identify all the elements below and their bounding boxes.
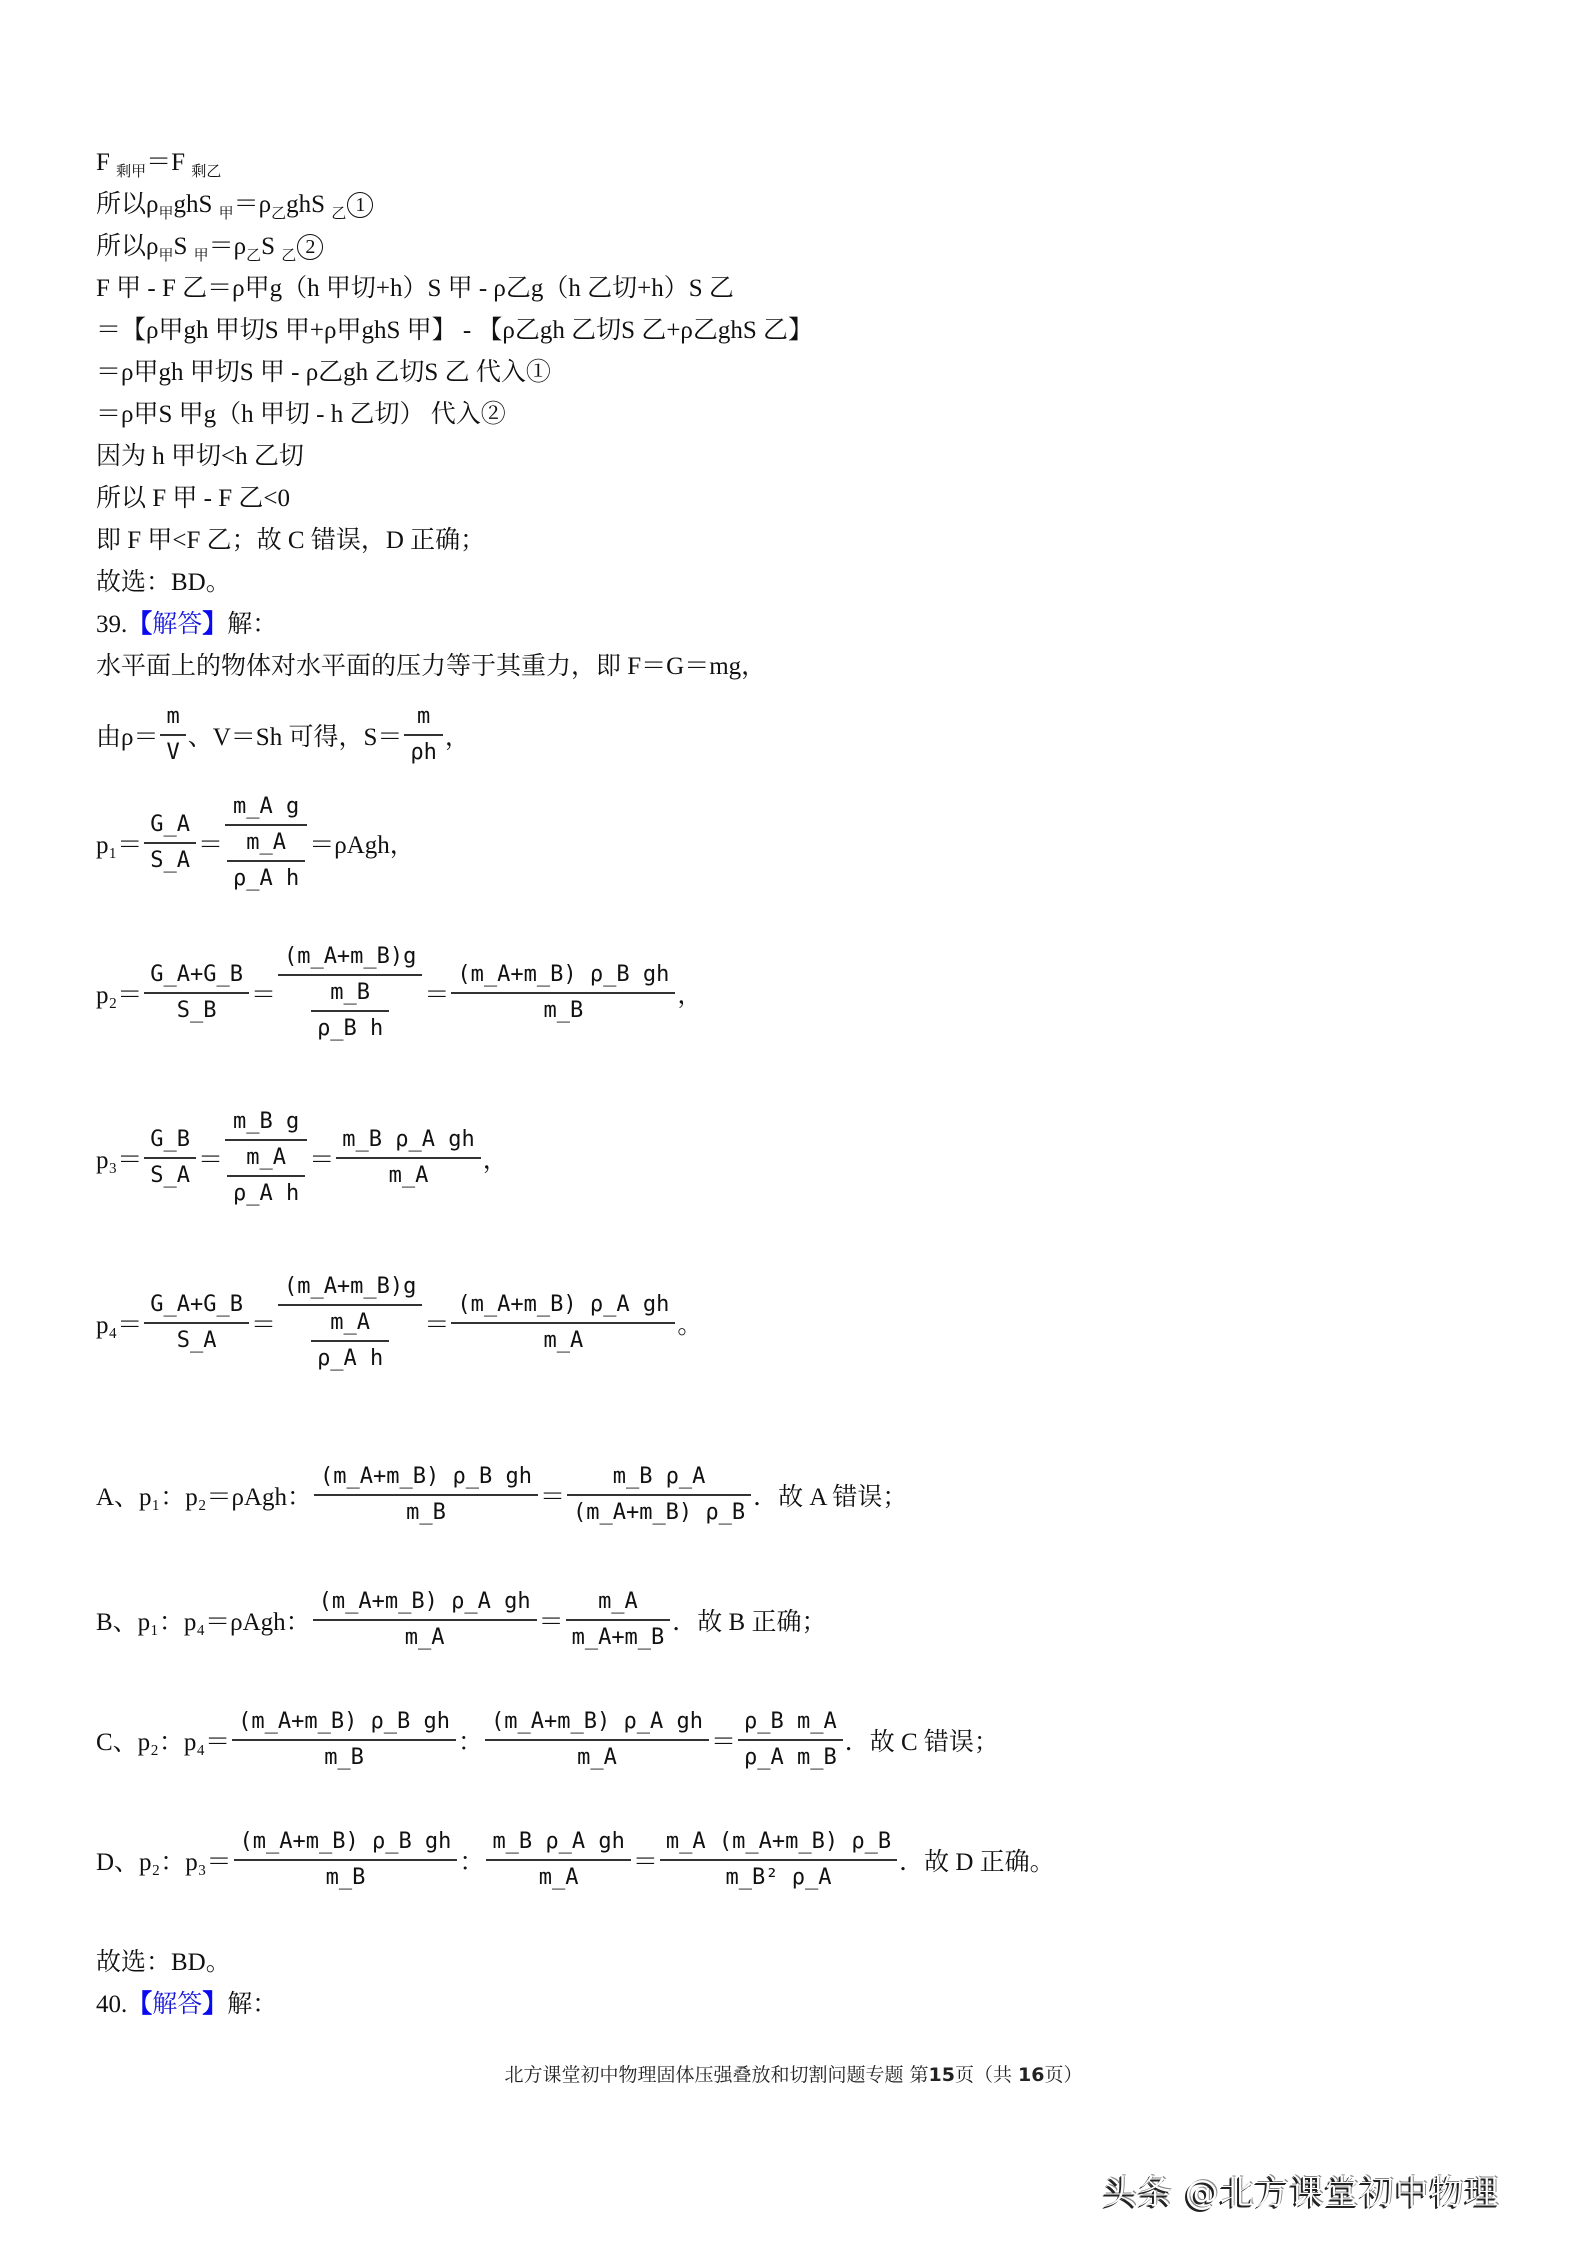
p1-formula — [96, 790, 415, 896]
denominator: m_A — [577, 1745, 617, 1770]
text: ， — [444, 724, 470, 751]
denominator: S_A — [176, 1328, 217, 1353]
denominator: m_A+m_B — [571, 1625, 665, 1650]
numerator: (m_A+m_B) ρ_A gh — [491, 1709, 703, 1734]
denominator: ρ_B h — [317, 1016, 384, 1041]
solution-label: 解： — [227, 1991, 278, 2018]
numerator: m_A — [598, 1589, 638, 1614]
numerator: m_A — [330, 1310, 371, 1335]
solution-label: 解： — [227, 611, 278, 638]
text: ， — [482, 1147, 508, 1174]
text: S — [173, 233, 194, 260]
subscript: 甲 — [158, 206, 174, 222]
numerator: m — [416, 704, 431, 729]
text: p₃＝ — [96, 1147, 143, 1174]
equals: ＝ — [710, 1729, 736, 1756]
denominator: V — [166, 740, 180, 765]
answer-line-38: 故选：BD。 — [96, 569, 231, 596]
denominator: S_B — [176, 998, 217, 1023]
equals: ＝ — [539, 1484, 565, 1511]
subscript: 乙 — [271, 206, 287, 222]
option-c — [96, 1705, 999, 1775]
p3-formula — [96, 1105, 508, 1211]
option-label: C、p₂：p₄＝ — [96, 1729, 231, 1756]
denominator: ρ_A m_B — [743, 1745, 837, 1770]
denominator: m_B — [324, 1745, 364, 1770]
equals: ＝ — [538, 1609, 564, 1636]
numerator: (m_A+m_B) ρ_A gh — [457, 1292, 670, 1317]
numerator: m_B ρ_A gh — [492, 1829, 625, 1854]
p2-formula — [96, 940, 702, 1046]
numerator: G_A+G_B — [150, 1292, 243, 1317]
footer-title: 北方课堂初中物理固体压强叠放和切割问题专题 — [504, 2064, 904, 2086]
text: p₁＝ — [96, 832, 143, 859]
fraction — [566, 1585, 671, 1655]
circled-number-2: 2 — [297, 234, 323, 260]
subscript: 甲 — [193, 248, 209, 264]
denominator: S_A — [150, 848, 190, 873]
problem-39-header — [96, 610, 277, 640]
equals: ＝ — [197, 1147, 223, 1174]
option-label: A、p₁：p₂＝ρAgh： — [96, 1484, 313, 1511]
denominator: ρh — [410, 740, 437, 765]
total-pages: 16 — [1018, 2064, 1045, 2086]
text: ＝ρ — [233, 191, 272, 218]
numerator: m_B g — [232, 1109, 300, 1134]
compound-fraction — [225, 790, 307, 896]
option-label: B、p₁：p₄＝ρAgh： — [96, 1609, 311, 1636]
problem-number: 39. — [96, 611, 128, 638]
option-b — [96, 1585, 826, 1655]
equals: ＝ — [250, 1312, 276, 1339]
derivation-line-9: 所以 F 甲 - F 乙<0 — [96, 485, 290, 512]
compound-fraction — [225, 1105, 307, 1211]
problem-39-intro: 水平面上的物体对水平面的压力等于其重力，即 F＝G＝mg， — [96, 653, 767, 680]
derivation-line-5: ＝【ρ甲gh 甲切S 甲+ρ甲ghS 甲】 - 【ρ乙gh 乙切S 乙+ρ乙ghS 乙】 — [96, 317, 814, 344]
fraction — [144, 958, 249, 1028]
answer-tag-bracket: 【 — [127, 611, 153, 638]
derivation-line-10: 即 F 甲<F 乙；故 C 错误，D 正确； — [96, 527, 486, 554]
derivation-line-1 — [96, 148, 221, 187]
subscript: 剩甲 — [116, 164, 147, 180]
option-d — [96, 1825, 1055, 1895]
numerator: m_A — [246, 830, 286, 855]
subscript: 乙 — [281, 248, 297, 264]
denominator: m_B² ρ_A — [725, 1865, 832, 1890]
derivation-line-4: F 甲 - F 乙＝ρ甲g（h 甲切+h）S 甲 - ρ乙g（h 乙切+h）S 乙 — [96, 275, 734, 302]
numerator: (m_A+m_B) ρ_B gh — [239, 1829, 452, 1854]
watermark: 头条 @北方课堂初中物理 — [1103, 2173, 1500, 2213]
derivation-line-6: ＝ρ甲gh 甲切S 甲 - ρ乙gh 乙切S 乙 代入① — [96, 359, 551, 386]
text: 所以ρ — [96, 191, 159, 218]
text: ＝ρAgh， — [309, 832, 415, 859]
current-page-number: 15 — [928, 2064, 955, 2086]
derivation-line-3 — [96, 232, 323, 271]
text: 所以ρ — [96, 233, 159, 260]
text: S — [261, 233, 282, 260]
text: 由ρ＝ — [96, 724, 159, 751]
verdict: ．故 B 正确； — [672, 1609, 827, 1636]
fraction — [232, 1705, 456, 1775]
numerator: (m_A+m_B) ρ_B gh — [457, 962, 670, 987]
equals: ＝ — [424, 1312, 450, 1339]
derivation-line-8: 因为 h 甲切<h 乙切 — [96, 443, 304, 470]
numerator: (m_A+m_B) ρ_B gh — [238, 1709, 451, 1734]
numerator: m_B ρ_A — [612, 1464, 706, 1489]
numerator: G_B — [150, 1127, 190, 1152]
inner-fraction — [311, 976, 389, 1046]
numerator: G_A+G_B — [150, 962, 243, 987]
option-a — [96, 1460, 907, 1530]
denominator: ρ_A h — [317, 1346, 384, 1371]
equals: ＝ — [632, 1849, 658, 1876]
option-label: D、p₂：p₃＝ — [96, 1849, 232, 1876]
equals: ＝ — [309, 1147, 335, 1174]
subscript: 剩乙 — [191, 164, 222, 180]
denominator: m_B — [406, 1500, 446, 1525]
text: 、V＝Sh 可得，S＝ — [187, 724, 403, 751]
numerator: ρ_B m_A — [743, 1709, 837, 1734]
numerator: (m_A+m_B) ρ_A gh — [318, 1589, 531, 1614]
problem-number: 40. — [96, 1991, 128, 2018]
ratio-colon: ： — [458, 1729, 484, 1756]
answer-tag-bracket: 】 — [202, 1991, 228, 2018]
text: ghS — [286, 191, 332, 218]
fraction — [314, 1460, 538, 1530]
inner-fraction — [227, 826, 305, 896]
text: ＝F — [146, 149, 192, 176]
fraction — [144, 1123, 196, 1193]
fraction — [144, 808, 196, 878]
equals: ＝ — [197, 832, 223, 859]
denominator: m_A — [404, 1625, 445, 1650]
numerator: (m_A+m_B) ρ_B gh — [320, 1464, 532, 1489]
derivation-line-7: ＝ρ甲S 甲g（h 甲切 - h 乙切） 代入② — [96, 401, 506, 428]
inner-fraction — [227, 1141, 305, 1211]
numerator: m_B ρ_A gh — [342, 1127, 475, 1152]
text: 页） — [1044, 2064, 1083, 2086]
subscript: 甲 — [158, 248, 174, 264]
numerator: m_B — [330, 980, 371, 1005]
answer-tag-bracket: 】 — [202, 611, 228, 638]
fraction-m-over-rho-h — [404, 700, 443, 770]
denominator: m_A — [543, 1328, 584, 1353]
text: 。 — [677, 1312, 703, 1339]
equals: ＝ — [424, 982, 450, 1009]
compound-fraction — [278, 1270, 422, 1376]
fraction — [660, 1825, 897, 1895]
fraction — [313, 1585, 537, 1655]
fraction — [451, 958, 675, 1028]
compound-fraction — [278, 940, 422, 1046]
denominator: m_B — [543, 998, 584, 1023]
fraction — [336, 1123, 480, 1193]
denominator: (m_A+m_B) ρ_B — [572, 1500, 746, 1525]
numerator: (m_A+m_B)g — [283, 1274, 417, 1299]
text: F — [96, 149, 117, 176]
subscript: 乙 — [331, 206, 347, 222]
problem-40-header — [96, 1990, 277, 2020]
denominator: S_A — [150, 1163, 190, 1188]
denominator: m_A — [388, 1163, 429, 1188]
denominator: m_A — [538, 1865, 579, 1890]
fraction — [567, 1460, 751, 1530]
density-formula-line — [96, 700, 470, 770]
page-footer — [0, 2060, 1587, 2087]
text: ＝ρ — [208, 233, 247, 260]
answer-line-39: 故选：BD。 — [96, 1949, 231, 1976]
fraction — [144, 1288, 249, 1358]
fraction — [738, 1705, 843, 1775]
subscript: 甲 — [218, 206, 234, 222]
text: 第 — [909, 2064, 929, 2086]
ratio-colon: ： — [459, 1849, 485, 1876]
answer-tag-bracket: 【 — [127, 1991, 153, 2018]
equals: ＝ — [250, 982, 276, 1009]
denominator: ρ_A h — [232, 866, 300, 891]
text: 页（共 — [955, 2064, 1019, 2086]
text: ， — [677, 982, 703, 1009]
fraction — [451, 1288, 675, 1358]
numerator: (m_A+m_B)g — [283, 944, 417, 969]
subscript: 乙 — [246, 248, 262, 264]
text: p₄＝ — [96, 1312, 143, 1339]
fraction-m-over-v — [160, 700, 185, 770]
fraction — [486, 1825, 630, 1895]
numerator: m_A (m_A+m_B) ρ_B — [665, 1829, 892, 1854]
p4-formula — [96, 1270, 702, 1376]
numerator: m — [166, 704, 180, 729]
verdict: ．故 A 错误； — [753, 1484, 908, 1511]
verdict: ．故 C 错误； — [844, 1729, 999, 1756]
answer-tag-label: 解答 — [152, 611, 203, 638]
fraction — [485, 1705, 709, 1775]
numerator: m_A — [246, 1145, 286, 1170]
inner-fraction — [311, 1306, 389, 1376]
denominator: m_B — [325, 1865, 366, 1890]
denominator: ρ_A h — [232, 1181, 300, 1206]
answer-tag-label: 解答 — [152, 1991, 203, 2018]
numerator: G_A — [150, 812, 190, 837]
verdict: ．故 D 正确。 — [899, 1849, 1055, 1876]
circled-number-1: 1 — [347, 192, 373, 218]
text: ghS — [173, 191, 219, 218]
numerator: m_A g — [232, 794, 300, 819]
derivation-line-2 — [96, 190, 373, 229]
fraction — [234, 1825, 458, 1895]
text: p₂＝ — [96, 982, 143, 1009]
